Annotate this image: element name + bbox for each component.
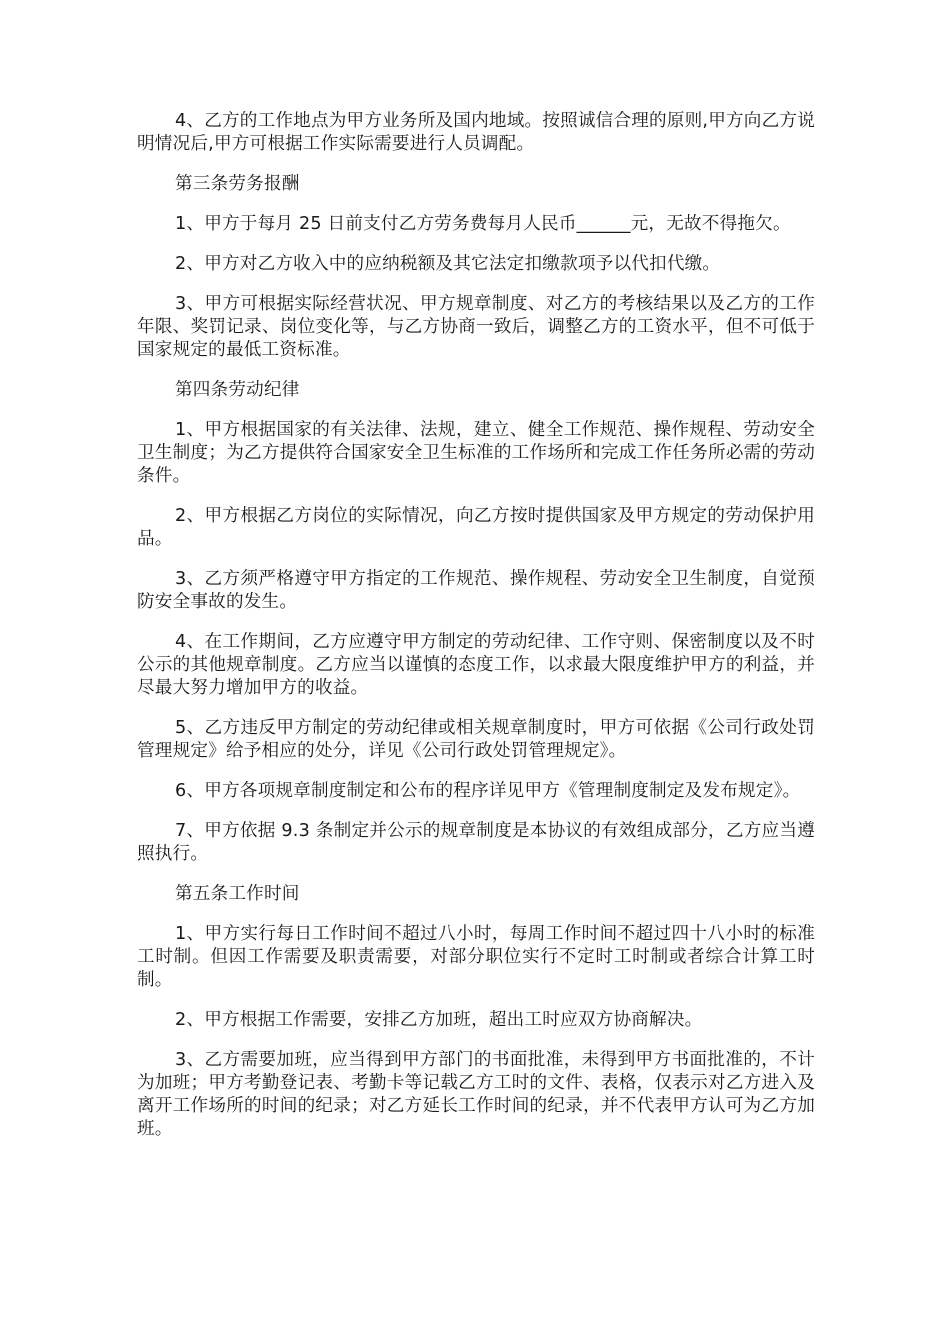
clause-3-item-3: 3、甲方可根据实际经营状况、甲方规章制度、对乙方的考核结果以及乙方的工作年限、奖罚记录、岗位变化等，与乙方协商一致后，调整乙方的工资水平，但不可低于国家规定的最低工资标准。 bbox=[137, 294, 815, 360]
clause-5-item-2: 2、甲方根据工作需要，安排乙方加班，超出工时应双方协商解决。 bbox=[175, 1010, 703, 1030]
clause-4-item-2: 2、甲方根据乙方岗位的实际情况，向乙方按时提供国家及甲方规定的劳动保护用品。 bbox=[137, 506, 815, 549]
clause-4-item-5: 5、乙方违反甲方制定的劳动纪律或相关规章制度时，甲方可依据《公司行政处罚管理规定》给予相应的处分，详见《公司行政处罚管理规定》。 bbox=[137, 718, 815, 761]
section-heading-5: 第五条工作时间 bbox=[175, 884, 300, 904]
section-heading-3: 第三条劳务报酬 bbox=[175, 174, 300, 194]
clause-4-item-4: 4、在工作期间，乙方应遵守甲方制定的劳动纪律、工作守则、保密制度以及不时公示的其他规章制度。乙方应当以谨慎的态度工作，以求最大限度维护甲方的利益，并尽最大努力增加甲方的收益。 bbox=[137, 632, 815, 698]
document-body bbox=[137, 110, 815, 1158]
clause-3-item-1: 1、甲方于每月 25 日前支付乙方劳务费每月人民币______元，无故不得拖欠。 bbox=[175, 214, 791, 234]
clause-3-item-2: 2、甲方对乙方收入中的应纳税额及其它法定扣缴款项予以代扣代缴。 bbox=[175, 254, 721, 274]
clause-2-item-4: 4、乙方的工作地点为甲方业务所及国内地域。按照诚信合理的原则,甲方向乙方说明情况后,甲方可根据工作实际需要进行人员调配。 bbox=[137, 111, 815, 154]
section-heading-4: 第四条劳动纪律 bbox=[175, 380, 300, 400]
clause-5-item-3: 3、乙方需要加班，应当得到甲方部门的书面批准，未得到甲方书面批准的，不计为加班；甲方考勤登记表、考勤卡等记载乙方工时的文件、表格，仅表示对乙方进入及离开工作场所的时间的纪录；对乙方延长工作时间的纪录，并不代表甲方认可为乙方加班。 bbox=[137, 1050, 815, 1139]
clause-4-item-3: 3、乙方须严格遵守甲方指定的工作规范、操作规程、劳动安全卫生制度，自觉预防安全事故的发生。 bbox=[137, 569, 815, 612]
clause-5-item-1: 1、甲方实行每日工作时间不超过八小时，每周工作时间不超过四十八小时的标准工时制。但因工作需要及职责需要，对部分职位实行不定时工时制或者综合计算工时制。 bbox=[137, 924, 815, 990]
clause-4-item-1: 1、甲方根据国家的有关法律、法规，建立、健全工作规范、操作规程、劳动安全卫生制度；为乙方提供符合国家安全卫生标准的工作场所和完成工作任务所必需的劳动条件。 bbox=[137, 420, 815, 486]
clause-4-item-6: 6、甲方各项规章制度制定和公布的程序详见甲方《管理制度制定及发布规定》。 bbox=[175, 781, 801, 801]
clause-4-item-7: 7、甲方依据 9.3 条制定并公示的规章制度是本协议的有效组成部分，乙方应当遵照执行。 bbox=[137, 821, 815, 864]
